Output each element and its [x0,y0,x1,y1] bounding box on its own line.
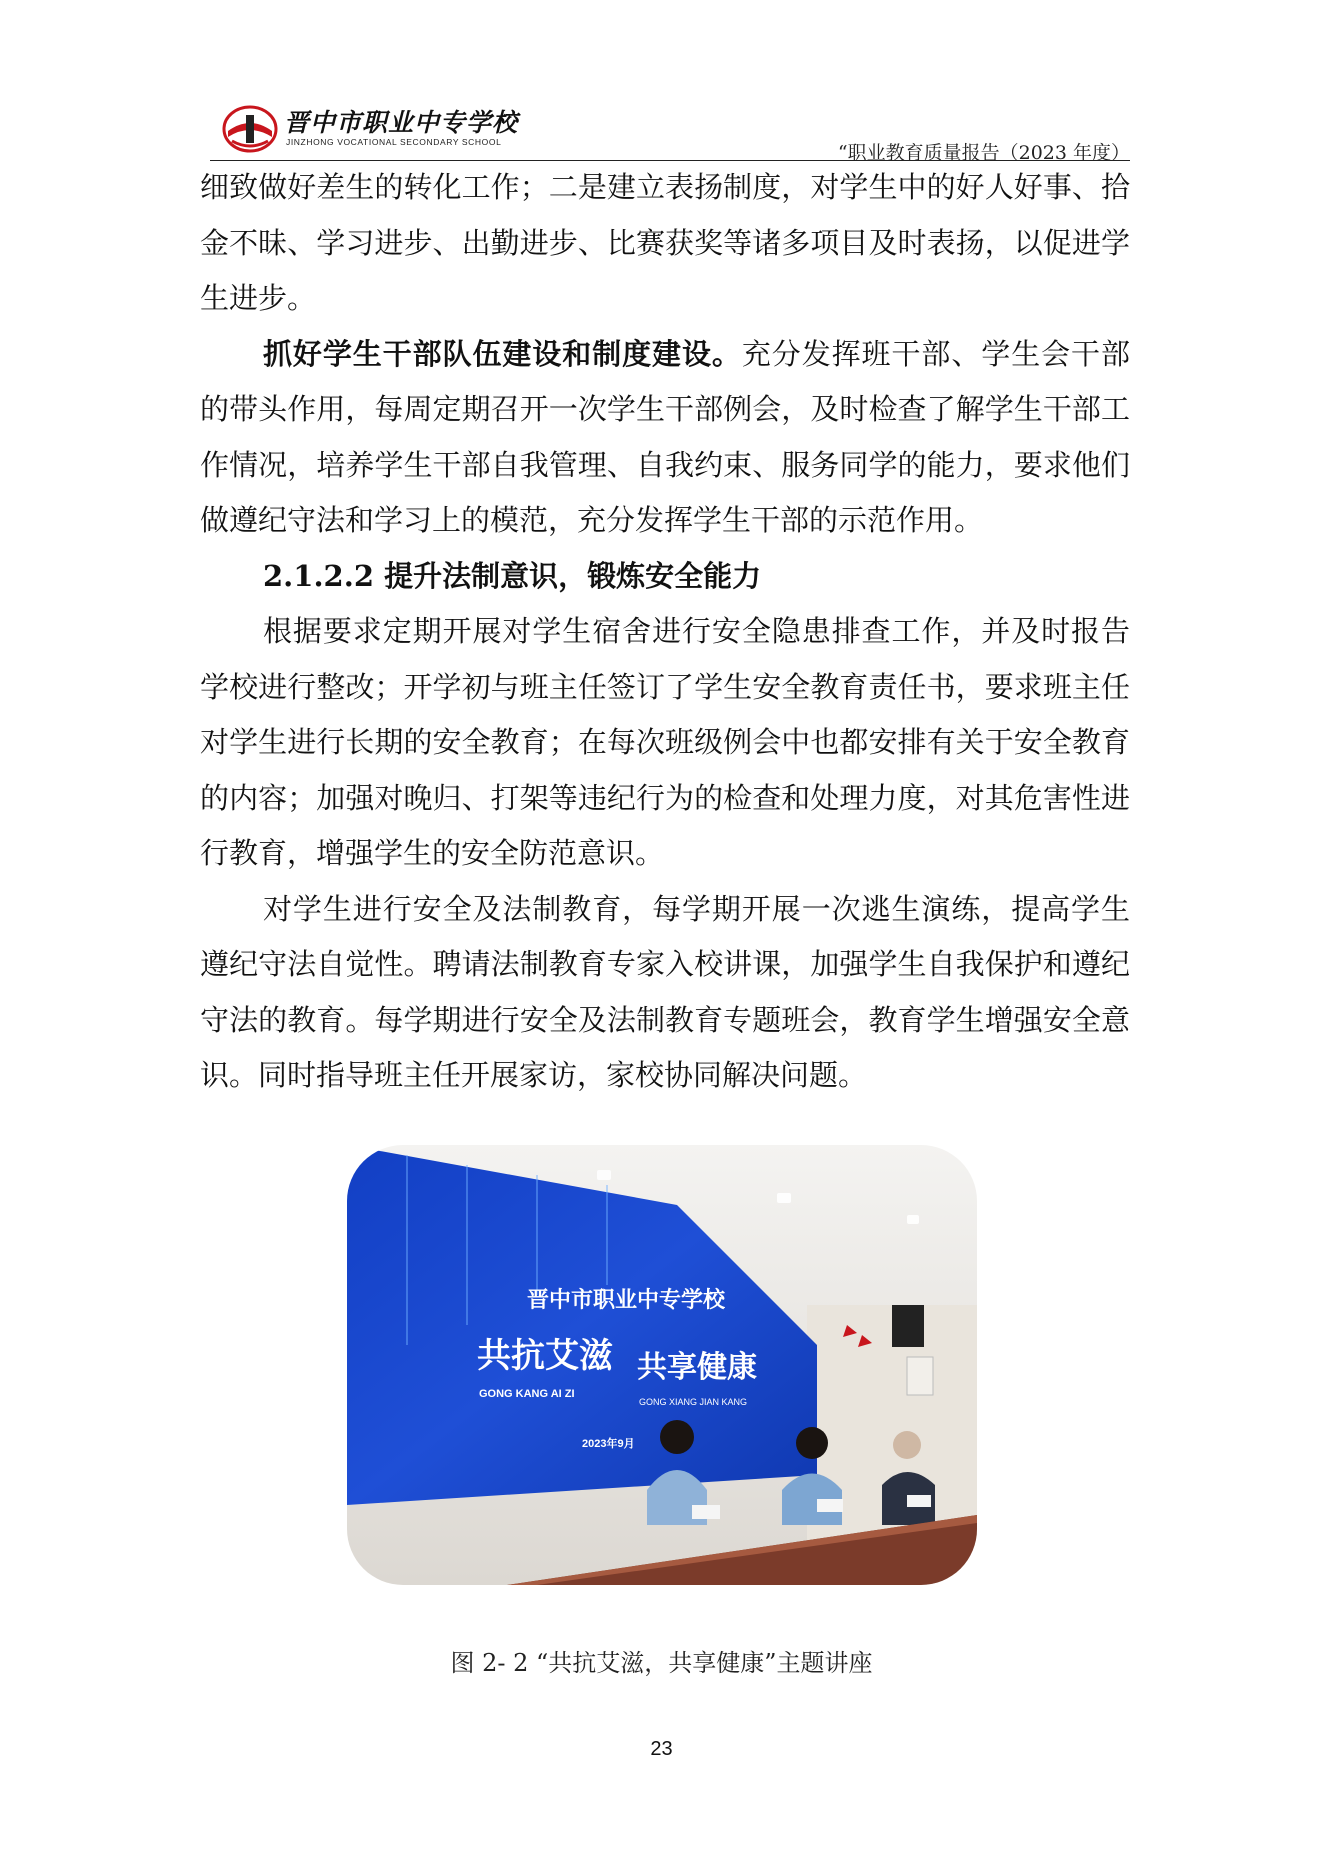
main-text [200,160,1130,1104]
screen-school-name: 晋中市职业中专学校 [527,1288,726,1313]
screen-slogan-right: 共享健康 [637,1350,757,1385]
screen-pinyin-left: GONG KANG AI ZI [479,1388,575,1400]
page-header [210,95,1130,164]
screen-slogan-left: 共抗艾滋 [477,1336,613,1376]
page-number: 23 [650,1738,673,1760]
logo-school-name: 晋中市职业中专学校 [284,108,519,137]
lecture-photo-illustration [347,1145,977,1585]
lecture-photo [347,1145,977,1585]
screen-pinyin-right: GONG XIANG JIAN KANG [639,1397,748,1407]
paragraph-2 [200,327,1130,549]
report-title: “职业教育质量报告（2023 年度） [837,142,1130,164]
wall-panel [907,1357,933,1395]
paragraph-2-lead: 抓好学生干部队伍建设和制度建设。 [263,336,742,371]
school-emblem-icon [222,101,278,157]
section-heading: 2.1.2.2 提升法制意识，锻炼安全能力 [263,558,762,593]
figure-caption: 图 2- 2 “共抗艾滋，共享健康”主题讲座 [450,1649,873,1677]
logo-english-name: JINZHONG VOCATIONAL SECONDARY SCHOOL [286,137,502,147]
paragraph-1: 细致做好差生的转化工作；二是建立表扬制度，对学生中的好人好事、拾金不昧、学习进步、出勤进步、比赛获奖等诸多项目及时表扬，以促进学生进步。 [200,170,1130,315]
screen-date: 2023年9月 [582,1438,635,1450]
paragraph-4: 对学生进行安全及法制教育，每学期开展一次逃生演练，提高学生遵纪守法自觉性。聘请法制教育专家入校讲课，加强学生自我保护和遵纪守法的教育。每学期进行安全及法制教育专题班会，教育学生增强安全意识。同时指导班主任开展家访，家校协同解决问题。 [200,891,1130,1092]
school-logo [222,99,519,157]
paragraph-2-body: 充分发挥班干部、学生会干部的带头作用，每周定期召开一次学生干部例会，及时检查了解学生干部工作情况，培养学生干部自我管理、自我约束、服务同学的能力，要求他们做遵纪守法和学习上的模范，充分发挥学生干部的示范作用。 [200,336,1130,537]
paragraph-3: 根据要求定期开展对学生宿舍进行安全隐患排查工作，并及时报告学校进行整改；开学初与班主任签订了学生安全教育责任书，要求班主任对学生进行长期的安全教育；在每次班级例会中也都安排有关于安全教育的内容；加强对晚归、打架等违纪行为的检查和处理力度，对其危害性进行教育，增强学生的安全防范意识。 [200,614,1130,870]
loudspeaker [892,1305,924,1347]
